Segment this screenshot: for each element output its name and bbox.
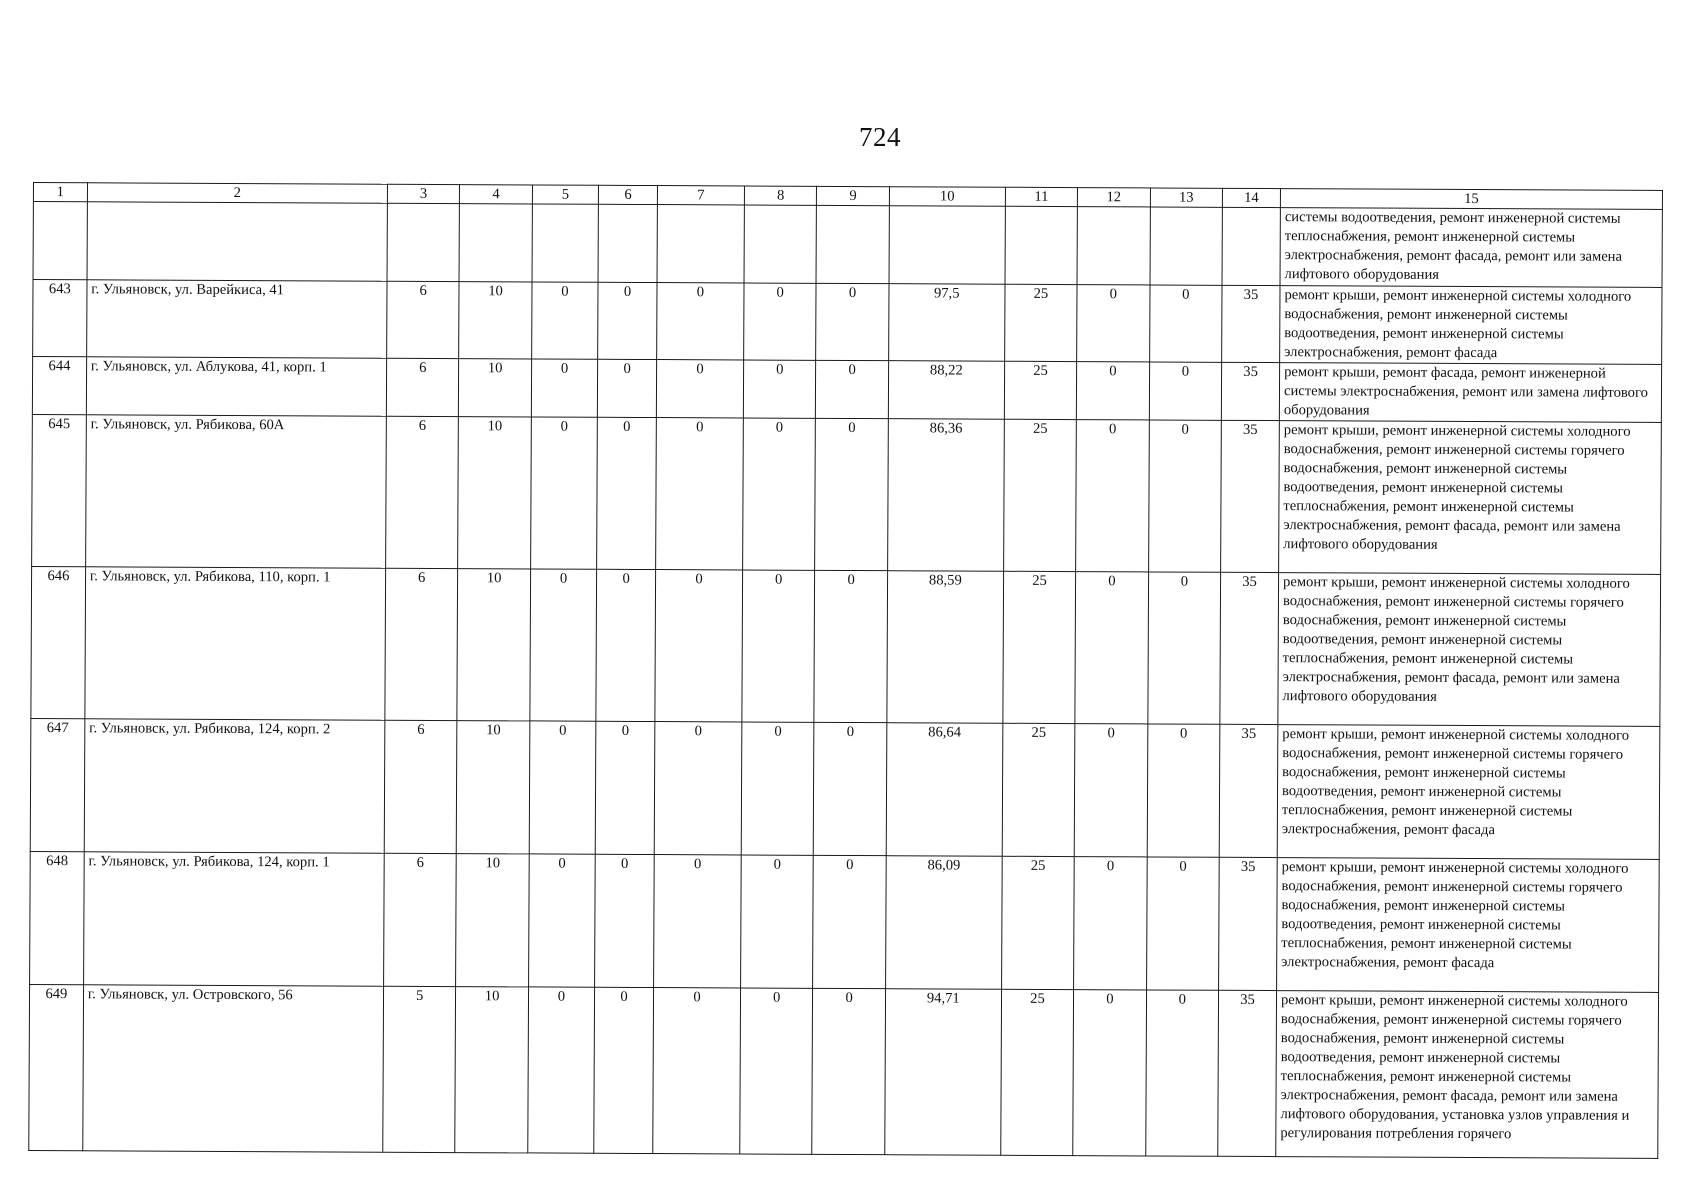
col-header-14: 14 bbox=[1222, 188, 1280, 207]
address-cell: г. Ульяновск, ул. Варейкиса, 41 bbox=[86, 280, 386, 358]
value-cell: 6 bbox=[387, 281, 460, 358]
value-cell: 0 bbox=[531, 359, 598, 417]
col-header-7: 7 bbox=[657, 186, 744, 205]
value-cell: 0 bbox=[530, 417, 597, 569]
table-row bbox=[32, 357, 1661, 423]
row-number-cell: 645 bbox=[32, 414, 87, 566]
value-cell: 0 bbox=[528, 987, 595, 1153]
value-cell: 0 bbox=[654, 722, 742, 855]
value-cell: 0 bbox=[657, 283, 744, 360]
value-cell: 25 bbox=[1004, 284, 1077, 361]
col-header-15: 15 bbox=[1280, 189, 1662, 210]
value-cell: 25 bbox=[1000, 989, 1073, 1155]
row-number-cell: 643 bbox=[33, 280, 87, 357]
table-row bbox=[31, 566, 1661, 726]
value-cell: 0 bbox=[530, 569, 597, 721]
value-cell: 0 bbox=[597, 417, 657, 569]
col-header-6: 6 bbox=[598, 185, 657, 204]
col-header-11: 11 bbox=[1005, 187, 1078, 206]
row-number-cell: 648 bbox=[30, 851, 84, 984]
value-cell: 10 bbox=[455, 987, 528, 1153]
value-cell: 0 bbox=[814, 722, 887, 855]
value-cell: 0 bbox=[595, 721, 655, 854]
value-cell: 0 bbox=[1076, 420, 1149, 572]
value-cell: 25 bbox=[1002, 723, 1075, 856]
value-cell: 6 bbox=[384, 720, 457, 853]
value-cell: 0 bbox=[813, 855, 886, 988]
value-cell: 86,36 bbox=[887, 419, 1004, 572]
value-cell: 0 bbox=[1077, 362, 1150, 420]
value-cell: 0 bbox=[1149, 285, 1222, 362]
value-cell: 0 bbox=[812, 988, 885, 1154]
value-cell: 0 bbox=[1074, 857, 1147, 990]
value-cell: 35 bbox=[1219, 857, 1278, 990]
value-cell: 25 bbox=[1001, 856, 1074, 989]
value-cell: 10 bbox=[459, 359, 532, 417]
value-cell: 35 bbox=[1218, 990, 1277, 1156]
address-cell: г. Ульяновск, ул. Рябикова, 124, корп. 2 bbox=[84, 719, 385, 853]
works-cell: ремонт крыши, ремонт инженерной системы холодного водоснабжения, ремонт инженерной системы горячего водоснабжения, ремонт инженерной системы водоотведения, ремонт инженерной системы теплоснабжения, ремонт инженерной системы электроснабжения, ремонт фасада bbox=[1277, 725, 1660, 860]
value-cell: 0 bbox=[1147, 572, 1220, 724]
works-cell: ремонт крыши, ремонт фасада, ремонт инженерной системы электроснабжения, ремонт или замена лифтового оборудования bbox=[1279, 363, 1661, 423]
value-cell: 6 bbox=[386, 416, 459, 568]
row-number-cell: 644 bbox=[32, 357, 86, 415]
works-cell: ремонт крыши, ремонт инженерной системы холодного водоснабжения, ремонт инженерной системы горячего водоснабжения, ремонт инженерной системы водоотведения, ремонт инженерной системы теплоснабжения, ремонт инженерной системы электроснабжения, ремонт фасада, ремонт или замена лифтового оборудования, установка узлов управления и регулирования потребления горячего bbox=[1276, 991, 1659, 1159]
address-cell: г. Ульяновск, ул. Рябикова, 110, корп. 1 bbox=[85, 567, 386, 720]
value-cell: 0 bbox=[531, 282, 598, 359]
works-cell: ремонт крыши, ремонт инженерной системы холодного водоснабжения, ремонт инженерной системы горячего водоснабжения, ремонт инженерной системы водоотведения, ремонт инженерной системы теплоснабжения, ремонт инженерной системы электроснабжения, ремонт фасада, ремонт или замена лифтового оборудования bbox=[1278, 573, 1661, 727]
value-cell: 0 bbox=[653, 988, 741, 1154]
value-cell: 88,59 bbox=[887, 571, 1004, 724]
value-cell: 0 bbox=[744, 283, 817, 360]
address-cell: г. Ульяновск, ул. Рябикова, 60А bbox=[85, 415, 386, 568]
row-number-cell: 649 bbox=[29, 984, 84, 1150]
repair-register-table bbox=[28, 182, 1663, 1159]
value-cell: 6 bbox=[385, 568, 458, 720]
col-header-12: 12 bbox=[1078, 188, 1151, 207]
value-cell: 97,5 bbox=[888, 284, 1004, 362]
value-cell: 0 bbox=[815, 418, 888, 570]
value-cell: 6 bbox=[386, 358, 459, 416]
value-cell: 0 bbox=[741, 722, 814, 855]
value-cell: 0 bbox=[596, 569, 656, 721]
value-cell: 25 bbox=[1003, 419, 1076, 571]
value-cell: 0 bbox=[656, 360, 743, 418]
value-cell: 0 bbox=[743, 418, 816, 570]
value-cell: 0 bbox=[1146, 857, 1219, 990]
table-row bbox=[33, 280, 1662, 365]
value-cell: 86,64 bbox=[886, 723, 1003, 857]
value-cell: 0 bbox=[742, 570, 815, 722]
value-cell: 0 bbox=[654, 855, 742, 988]
value-cell: 0 bbox=[816, 283, 889, 360]
value-cell: 35 bbox=[1221, 420, 1280, 572]
value-cell: 0 bbox=[1075, 572, 1148, 724]
value-cell: 35 bbox=[1221, 362, 1279, 420]
table-row bbox=[30, 851, 1660, 992]
col-header-8: 8 bbox=[744, 186, 817, 205]
table-row bbox=[29, 984, 1659, 1158]
value-cell: 10 bbox=[457, 569, 530, 721]
value-cell: 86,09 bbox=[885, 856, 1002, 990]
table-row bbox=[32, 414, 1662, 574]
value-cell: 0 bbox=[1073, 990, 1146, 1156]
value-cell: 35 bbox=[1220, 572, 1279, 724]
col-header-1: 1 bbox=[33, 183, 87, 202]
col-header-10: 10 bbox=[889, 187, 1005, 207]
value-cell: 0 bbox=[740, 988, 813, 1154]
value-cell: 0 bbox=[1147, 724, 1220, 857]
value-cell: 0 bbox=[1149, 362, 1222, 420]
value-cell: 0 bbox=[743, 360, 816, 418]
value-cell: 0 bbox=[655, 570, 743, 722]
value-cell: 0 bbox=[1074, 724, 1147, 857]
value-cell: 0 bbox=[597, 359, 656, 417]
col-header-5: 5 bbox=[532, 185, 598, 204]
row-number-cell: 646 bbox=[31, 566, 86, 718]
value-cell: 0 bbox=[656, 418, 744, 570]
value-cell: 0 bbox=[1145, 990, 1218, 1156]
value-cell: 6 bbox=[384, 853, 457, 986]
table-row bbox=[30, 718, 1660, 859]
works-cell: ремонт крыши, ремонт инженерной системы холодного водоснабжения, ремонт инженерной системы горячего водоснабжения, ремонт инженерной системы водоотведения, ремонт инженерной системы теплоснабжения, ремонт инженерной системы электроснабжения, ремонт фасада, ремонт или замена лифтового оборудования bbox=[1279, 421, 1662, 575]
value-cell: 35 bbox=[1222, 285, 1280, 362]
value-cell: 0 bbox=[1148, 420, 1221, 572]
address-cell: г. Ульяновск, ул. Аблукова, 41, корп. 1 bbox=[86, 357, 386, 416]
works-cell: ремонт крыши, ремонт инженерной системы холодного водоснабжения, ремонт инженерной системы водоотведения, ремонт инженерной системы электроснабжения, ремонт фасада bbox=[1280, 286, 1662, 365]
works-cell: системы водоотведения, ремонт инженерной системы теплоснабжения, ремонт инженерной системы электроснабжения, ремонт фасада, ремонт или замена лифтового оборудования bbox=[1280, 208, 1662, 288]
col-header-13: 13 bbox=[1150, 188, 1223, 207]
value-cell: 0 bbox=[1077, 285, 1150, 362]
value-cell: 10 bbox=[457, 721, 530, 854]
value-cell: 10 bbox=[456, 854, 529, 987]
value-cell: 0 bbox=[741, 855, 814, 988]
col-header-3: 3 bbox=[387, 184, 460, 203]
address-cell: г. Ульяновск, ул. Рябикова, 124, корп. 1 bbox=[83, 852, 384, 986]
value-cell: 10 bbox=[459, 282, 532, 359]
value-cell: 0 bbox=[528, 854, 595, 987]
page-number: 724 bbox=[859, 122, 901, 152]
address-cell: г. Ульяновск, ул. Островского, 56 bbox=[83, 985, 384, 1152]
value-cell: 0 bbox=[594, 987, 654, 1153]
value-cell: 35 bbox=[1219, 724, 1278, 857]
value-cell: 88,22 bbox=[888, 361, 1004, 420]
table-row-continuation bbox=[33, 202, 1662, 288]
value-cell: 0 bbox=[814, 570, 887, 722]
value-cell: 0 bbox=[816, 360, 889, 418]
value-cell: 25 bbox=[1004, 361, 1077, 419]
value-cell: 94,71 bbox=[885, 989, 1002, 1156]
value-cell: 0 bbox=[529, 721, 596, 854]
value-cell: 0 bbox=[598, 282, 657, 359]
row-number-cell: 647 bbox=[30, 718, 84, 851]
value-cell: 5 bbox=[383, 986, 456, 1152]
col-header-4: 4 bbox=[460, 185, 533, 204]
col-header-9: 9 bbox=[817, 186, 890, 205]
works-cell: ремонт крыши, ремонт инженерной системы холодного водоснабжения, ремонт инженерной системы горячего водоснабжения, ремонт инженерной системы водоотведения, ремонт инженерной системы теплоснабжения, ремонт инженерной системы электроснабжения, ремонт фасада bbox=[1277, 858, 1660, 993]
value-cell: 0 bbox=[595, 854, 655, 987]
value-cell: 25 bbox=[1003, 571, 1076, 723]
col-header-2: 2 bbox=[87, 183, 387, 203]
value-cell: 10 bbox=[458, 417, 531, 569]
